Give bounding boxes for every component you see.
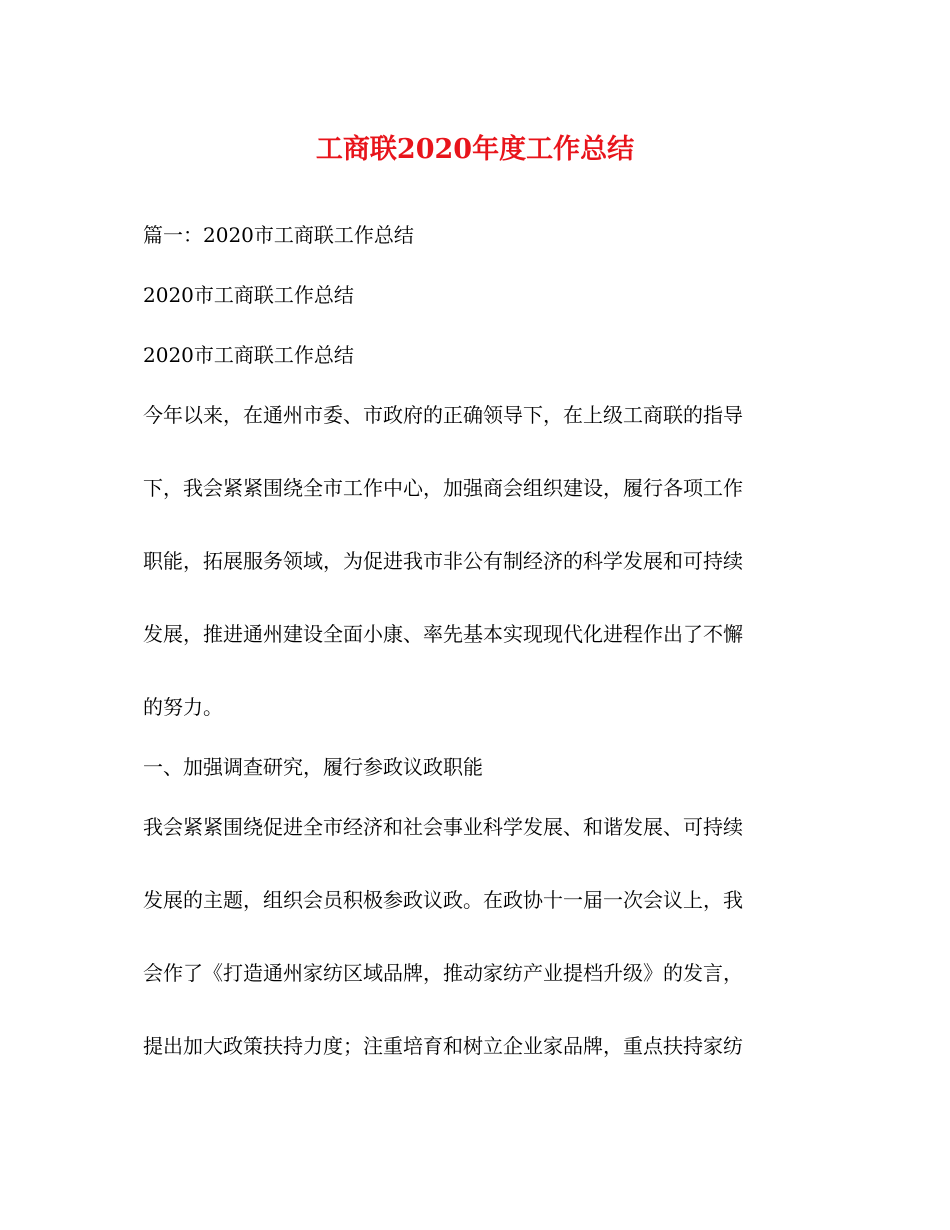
paragraph-line: 发展的主题，组织会员积极参政议政。在政协十一届一次会议上，我 (143, 888, 743, 912)
paragraph-line: 我会紧紧围绕促进全市经济和社会事业科学发展、和谐发展、可持续 (143, 815, 743, 839)
subtitle-line: 2020市工商联工作总结 (143, 343, 354, 367)
paragraph-line: 发展，推进通州建设全面小康、率先基本实现现代化进程作出了不懈 (143, 622, 743, 646)
paragraph-line: 的努力。 (143, 695, 223, 719)
section-heading-one: 一、加强调查研究，履行参政议政职能 (143, 755, 483, 779)
paragraph-line: 下，我会紧紧围绕全市工作中心，加强商会组织建设，履行各项工作 (143, 476, 743, 500)
document-title: 工商联2020年度工作总结 (315, 134, 635, 165)
section-heading-part-one: 篇一：2020市工商联工作总结 (143, 223, 414, 247)
paragraph-line: 提出加大政策扶持力度；注重培育和树立企业家品牌，重点扶持家纺 (143, 1034, 743, 1058)
paragraph-line: 职能，拓展服务领域，为促进我市非公有制经济的科学发展和可持续 (143, 549, 743, 573)
paragraph-line: 会作了《打造通州家纺区域品牌，推动家纺产业提档升级》的发言， (143, 961, 743, 985)
subtitle-line: 2020市工商联工作总结 (143, 283, 354, 307)
paragraph-line: 今年以来，在通州市委、市政府的正确领导下，在上级工商联的指导 (143, 403, 743, 427)
